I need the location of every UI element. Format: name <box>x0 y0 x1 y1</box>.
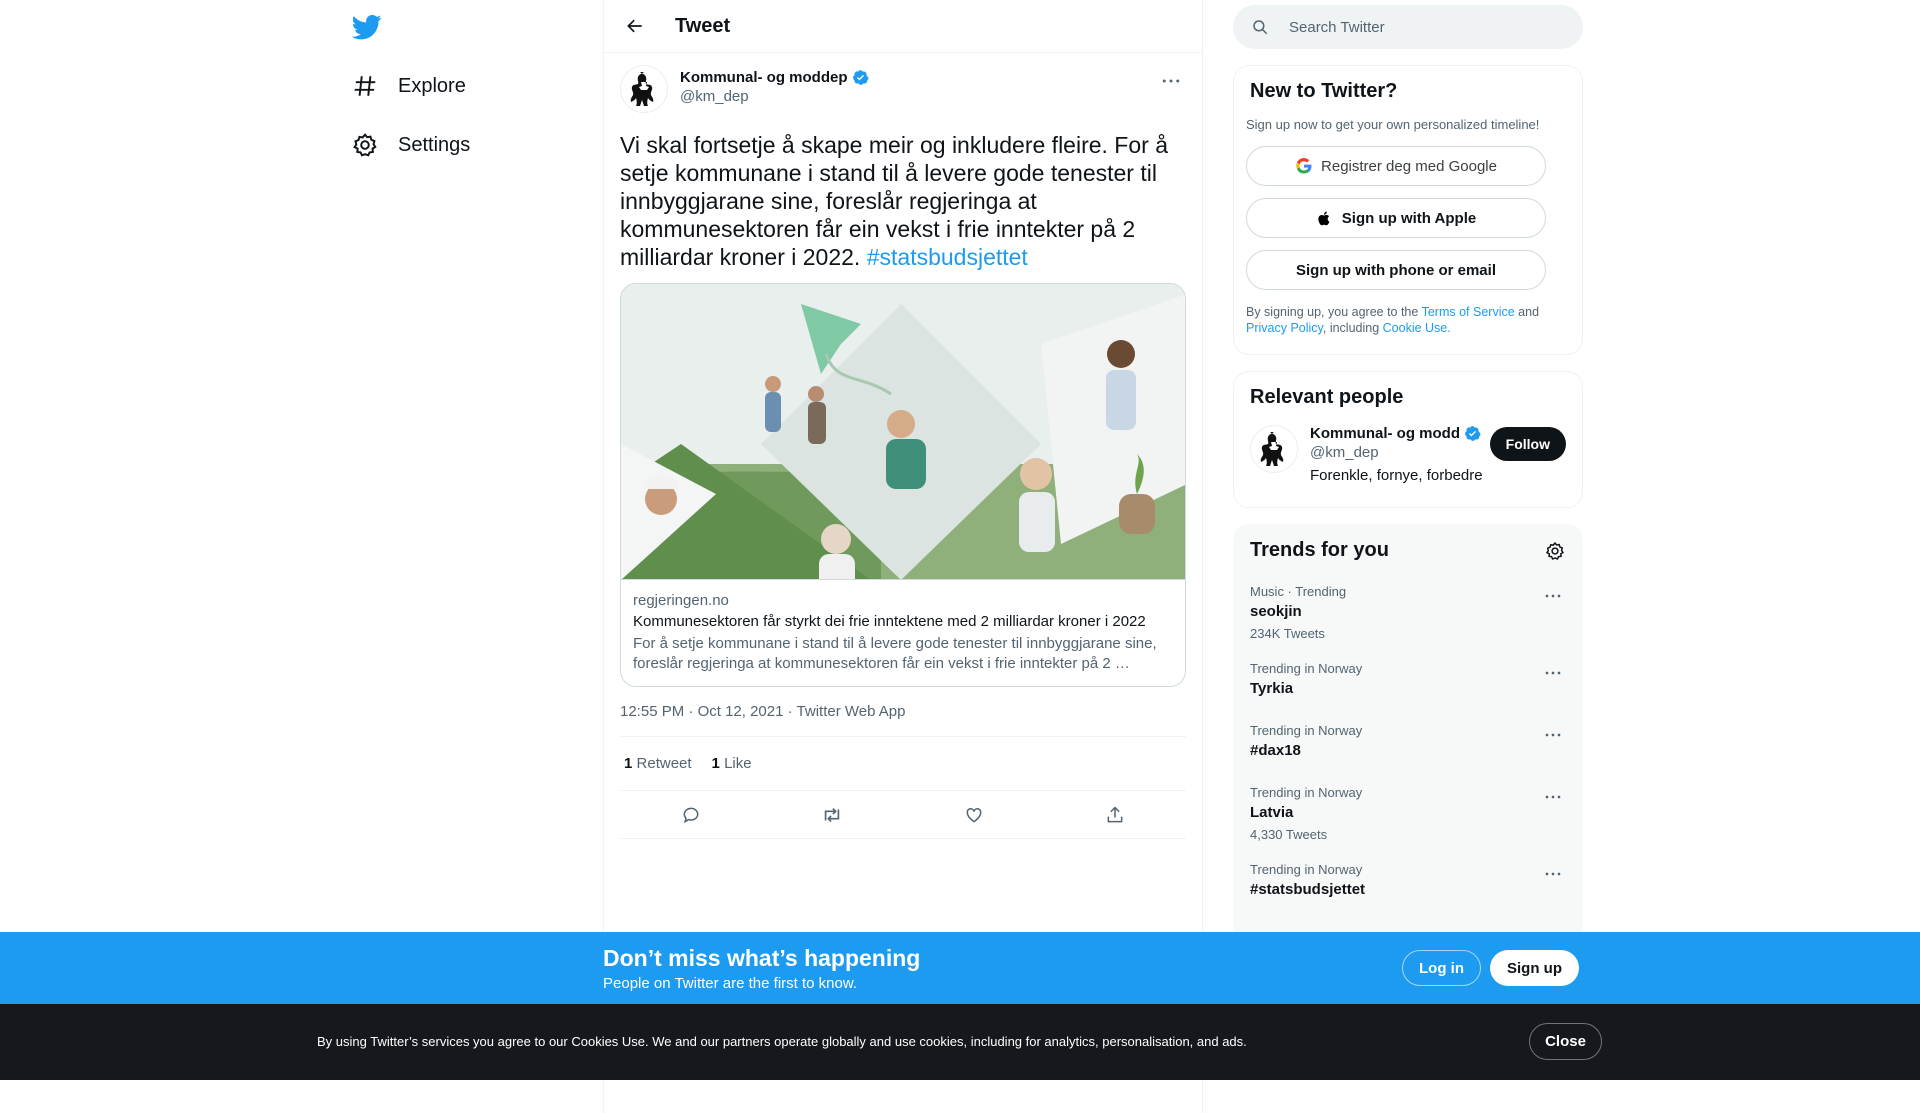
likes-count[interactable] <box>712 755 752 772</box>
new-to-twitter-title: New to Twitter? <box>1250 80 1398 102</box>
trend-more-button[interactable] <box>1540 725 1566 745</box>
cookie-banner-text: By using Twitter’s services you agree to our Cookies Use. We and our partners operate globally and use cookies, including for analytics, personalisation, and ads. <box>317 1034 1247 1049</box>
google-signup-label: Registrer deg med Google <box>1321 157 1497 175</box>
author-name[interactable] <box>680 69 869 86</box>
trend-count: 234K Tweets <box>1250 626 1325 641</box>
more-dots-icon <box>1545 794 1561 800</box>
back-arrow-icon <box>625 16 645 36</box>
signup-button[interactable]: Sign up <box>1490 950 1579 986</box>
trend-item[interactable] <box>1250 584 1566 641</box>
retweet-button[interactable] <box>814 797 850 833</box>
more-dots-icon <box>1545 732 1561 738</box>
signup-legal-text <box>1246 304 1570 336</box>
meta-separator: · <box>684 703 698 720</box>
meta-separator: · <box>783 703 797 720</box>
gear-icon <box>352 132 378 158</box>
lion-crest-icon <box>1254 429 1294 469</box>
verified-badge-icon <box>852 69 869 86</box>
follow-button[interactable]: Follow <box>1490 427 1566 461</box>
relevant-name[interactable] <box>1310 425 1483 442</box>
signup-banner-subtitle: People on Twitter are the first to know. <box>603 975 858 992</box>
nav-settings[interactable] <box>352 125 470 165</box>
signup-banner-headline: Don’t miss what’s happening <box>603 945 921 971</box>
card-description: For å setje kommunane i stand til å levere gode tenester til innbyggjarane sine, foreslår regjeringa at kommunesektoren får ein vekst i frie inntekter på 2 … <box>633 635 1157 672</box>
new-to-twitter-panel <box>1233 65 1583 355</box>
relevant-bio: Forenkle, fornye, forbedre <box>1310 467 1483 484</box>
trend-context: Trending in Norway <box>1250 862 1363 877</box>
legal-prefix: By signing up, you agree to the <box>1246 305 1422 319</box>
trend-item[interactable] <box>1250 785 1566 842</box>
card-domain: regjeringen.no <box>633 592 729 609</box>
search-input[interactable] <box>1289 19 1549 36</box>
trend-context: Trending in Norway <box>1250 723 1363 738</box>
more-options-button[interactable] <box>1156 71 1186 91</box>
phone-email-signup-button[interactable] <box>1246 250 1546 290</box>
nav-settings-label: Settings <box>398 133 471 156</box>
search-icon <box>1251 18 1269 36</box>
likes-number: 1 <box>711 755 720 772</box>
nav-explore-label: Explore <box>398 74 466 97</box>
trend-topic: #statsbudsjettet <box>1250 881 1366 898</box>
back-button[interactable] <box>617 8 653 44</box>
trends-title: Trends for you <box>1250 539 1389 561</box>
cookie-banner <box>0 1004 1920 1080</box>
trends-settings-button[interactable] <box>1544 540 1566 562</box>
trend-context: Trending in Norway <box>1250 661 1363 676</box>
relevant-people-title: Relevant people <box>1250 386 1404 408</box>
relevant-people-panel <box>1233 371 1583 508</box>
link-card[interactable] <box>620 283 1186 687</box>
tweet-text <box>620 131 1186 271</box>
card-title: Kommunesektoren får styrkt dei frie inntektene med 2 milliardar kroner i 2022 <box>633 613 1146 630</box>
search-box[interactable] <box>1233 5 1583 49</box>
apple-signup-label: Sign up with Apple <box>1341 209 1477 227</box>
reply-icon <box>681 805 701 825</box>
trend-topic: Tyrkia <box>1250 680 1294 697</box>
legal-and: and <box>1514 305 1540 319</box>
terms-of-service-link[interactable]: Terms of Service <box>1421 305 1515 319</box>
more-dots-icon <box>1545 670 1561 676</box>
trend-more-button[interactable] <box>1540 663 1566 683</box>
avatar[interactable] <box>1250 425 1298 473</box>
relevant-name-text: Kommunal- og modd <box>1310 425 1460 442</box>
trend-more-button[interactable] <box>1540 586 1566 606</box>
apple-icon <box>1316 209 1334 227</box>
more-dots-icon <box>1162 78 1180 84</box>
retweet-icon <box>821 804 843 826</box>
cookie-close-button[interactable]: Close <box>1529 1023 1602 1060</box>
signup-banner <box>0 932 1920 1004</box>
tweet-header <box>620 53 1186 113</box>
trend-topic: seokjin <box>1250 603 1302 620</box>
google-signup-button[interactable] <box>1246 146 1546 186</box>
tweet <box>604 53 1202 839</box>
avatar[interactable] <box>620 65 668 113</box>
lion-crest-icon <box>624 69 664 109</box>
heart-icon <box>964 805 984 825</box>
reply-button[interactable] <box>673 797 709 833</box>
new-to-twitter-subtitle: Sign up now to get your own personalized timeline! <box>1246 117 1540 132</box>
retweets-label: Retweet <box>636 755 692 772</box>
privacy-policy-link[interactable]: Privacy Policy <box>1246 321 1323 335</box>
hashtag-link[interactable]: #statsbudsjettet <box>866 244 1028 270</box>
trend-item[interactable] <box>1250 723 1566 759</box>
twitter-bird-icon[interactable] <box>352 12 382 42</box>
trend-topic: #dax18 <box>1250 742 1301 759</box>
tweet-actions <box>620 791 1186 839</box>
more-dots-icon <box>1545 871 1561 877</box>
relevant-person[interactable] <box>1250 425 1566 484</box>
page-header <box>604 0 1202 53</box>
share-button[interactable] <box>1097 797 1133 833</box>
cookie-use-link[interactable]: Cookie Use. <box>1382 321 1451 335</box>
trend-item[interactable] <box>1250 862 1566 898</box>
retweets-number: 1 <box>624 755 633 772</box>
collage-illustration <box>621 284 1185 580</box>
tweet-time[interactable]: 12:55 PM <box>620 703 685 720</box>
trend-context: Trending in Norway <box>1250 785 1363 800</box>
retweets-count[interactable] <box>624 755 692 772</box>
tweet-source[interactable]: Twitter Web App <box>796 703 906 720</box>
card-image <box>621 284 1185 580</box>
google-icon <box>1295 157 1313 175</box>
tweet-stats <box>620 737 1186 791</box>
author-handle[interactable]: @km_dep <box>680 88 749 105</box>
tweet-date[interactable]: Oct 12, 2021 <box>697 703 784 720</box>
more-dots-icon <box>1545 593 1561 599</box>
nav-explore[interactable] <box>352 66 466 106</box>
trends-panel <box>1233 524 1583 944</box>
like-button[interactable] <box>956 797 992 833</box>
gear-icon <box>1545 541 1565 561</box>
trend-count: 4,330 Tweets <box>1250 827 1328 842</box>
page-title: Tweet <box>675 14 731 37</box>
tweet-meta <box>620 703 1186 737</box>
share-icon <box>1105 805 1125 825</box>
likes-label: Like <box>724 755 752 772</box>
tweet-body-text: Vi skal fortsetje å skape meir og inkludere fleire. For å setje kommunane i stand til å levere gode tenester til innbyggjarane sine, foreslår regjeringa at kommunesektoren får ein vekst i frie inntekter på 2 milliardar kroner i 2022. <box>620 132 1168 270</box>
trend-more-button[interactable] <box>1540 787 1566 807</box>
trend-context: Music · Trending <box>1250 584 1347 599</box>
phone-email-signup-label: Sign up with phone or email <box>1295 261 1496 279</box>
legal-including: , including <box>1322 321 1383 335</box>
trend-more-button[interactable] <box>1540 864 1566 884</box>
trend-topic: Latvia <box>1250 804 1294 821</box>
relevant-handle[interactable]: @km_dep <box>1310 444 1379 461</box>
trend-item[interactable] <box>1250 661 1566 697</box>
hashtag-icon <box>352 73 378 99</box>
apple-signup-button[interactable] <box>1246 198 1546 238</box>
verified-badge-icon <box>1464 425 1481 442</box>
login-button[interactable]: Log in <box>1402 950 1481 986</box>
author-name-text: Kommunal- og moddep <box>680 69 848 86</box>
